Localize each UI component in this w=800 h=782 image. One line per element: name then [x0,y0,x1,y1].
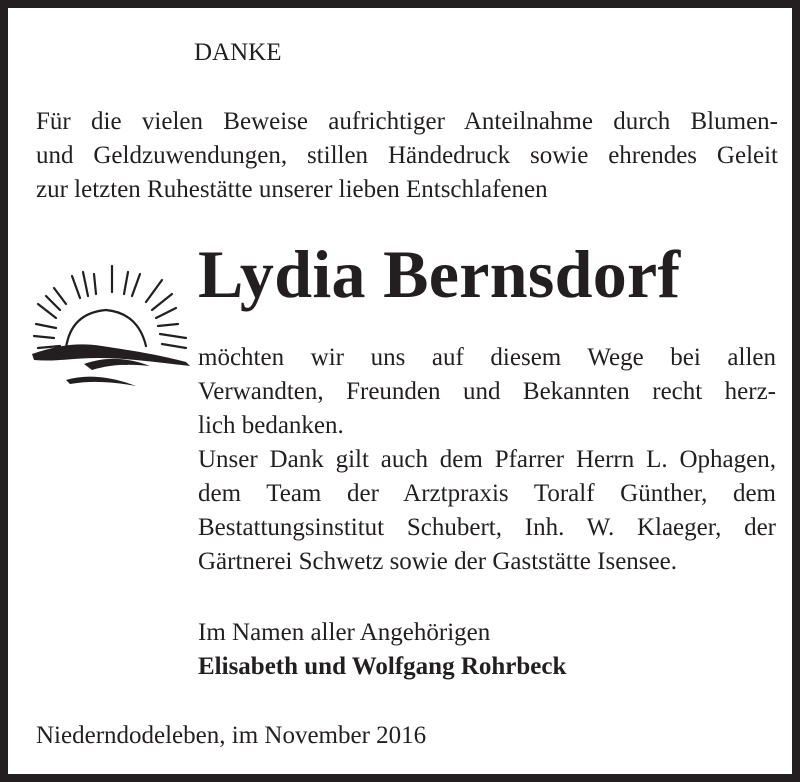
ad-heading: DANKE [194,39,282,66]
intro-line: Für die vielen Beweise aufrichtiger Anteilnahme durch Blumen- [36,108,778,135]
body-line: möchten wir uns auf diesem Wege bei allen [198,344,776,371]
body-line: Gärtnerei Schwetz sowie der Gaststätte Isensee. [198,548,677,575]
body-line: dem Team der Arztpraxis Toralf Günther, dem [198,480,776,507]
body-line: Bestattungsinstitut Schubert, Inh. W. Klaeger, der [198,514,776,541]
signature-names: Elisabeth und Wolfgang Rohrbeck [198,653,567,680]
intro-text [36,105,778,207]
body-text [198,341,776,579]
body-line: Verwandten, Freunden und Bekannten recht herz- [198,378,776,405]
place-date: Niederndodeleben, im November 2016 [36,722,427,749]
intro-line: und Geldzuwendungen, stillen Händedruck sowie ehrendes Geleit [36,142,778,169]
body-line: lich bedanken. [198,412,344,439]
deceased-name: Lydia Bernsdorf [198,236,681,312]
sunset-over-hills-icon [26,258,194,396]
signature-preface: Im Namen aller Angehörigen [198,619,491,646]
signature-block [198,616,566,684]
intro-line: zur letzten Ruhestätte unserer lieben Entschlafenen [36,176,548,203]
body-line: Unser Dank gilt auch dem Pfarrer Herrn L. Ophagen, [198,446,776,473]
